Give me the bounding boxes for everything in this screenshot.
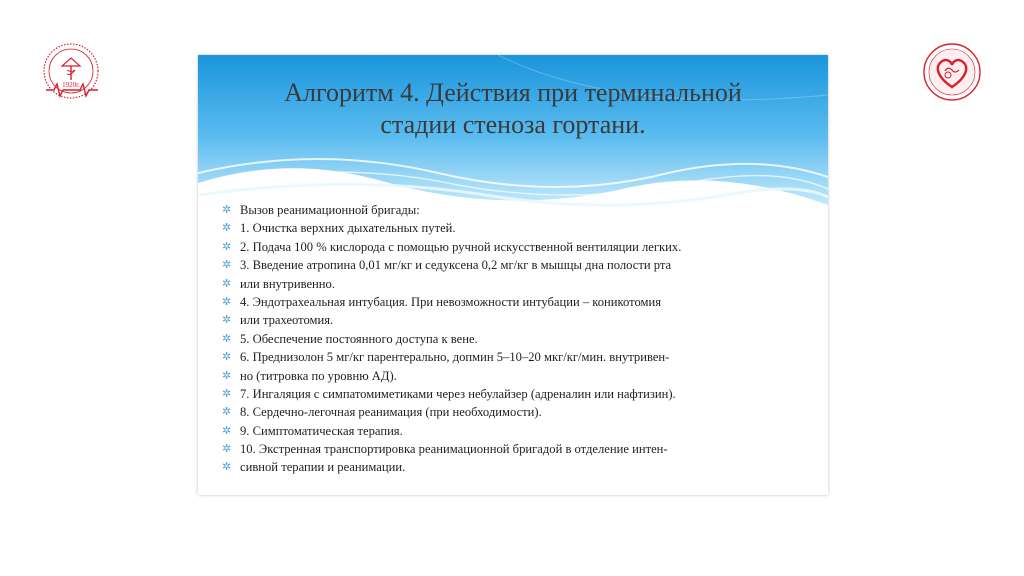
list-item-text: но (титровка по уровню АД). [240,368,397,383]
list-item-text: 9. Симптоматическая терапия. [240,423,403,438]
bullet-icon: ✲ [222,259,232,272]
slide-title-line-1: Алгоритм 4. Действия при терминальной [284,78,742,107]
list-item [220,201,816,219]
bullet-icon: ✲ [222,332,232,345]
slide-header-wave [198,55,828,215]
list-item-text: 4. Эндотрахеальная интубация. При невозможности интубации – коникотомия [240,294,662,309]
list-item-text: 8. Сердечно-легочная реанимация (при необходимости). [240,405,542,420]
list-item-text: 5. Обеспечение постоянного доступа к вене. [240,331,478,346]
logo-year-text: 1920г. [62,81,80,89]
bullet-icon: ✲ [222,351,232,364]
list-item-text: Вызов реанимационной бригады: [240,203,420,217]
list-item [220,238,816,256]
list-item-text: 3. Введение атропина 0,01 мг/кг и седуксена 0,2 мг/кг в мышцы дна полости рта [240,258,672,273]
bullet-icon: ✲ [222,443,232,456]
list-item [220,311,816,329]
algorithm-steps-list [220,201,816,477]
list-item-text: сивной терапии и реанимации. [240,460,406,475]
list-item [220,293,816,311]
list-item-text: 6. Преднизолон 5 мг/кг парентерально, допмин 5–10–20 мкг/кг/мин. внутривен- [240,350,670,365]
bullet-icon: ✲ [222,295,232,308]
list-item-text: 10. Экстренная транспортировка реанимационной бригадой в отделение интен- [240,442,668,457]
bullet-icon: ✲ [222,406,232,419]
list-item-text: 1. Очистка верхних дыхательных путей. [240,221,456,236]
list-item [220,367,816,385]
list-item [220,403,816,421]
list-item [220,256,816,274]
university-logo [40,40,102,102]
list-item [220,219,816,237]
list-item [220,440,816,458]
list-item [220,422,816,440]
bullet-icon: ✲ [222,369,232,382]
list-item [220,330,816,348]
list-item-text: или внутривенно. [240,276,335,291]
bullet-icon: ✲ [222,314,232,327]
bullet-icon: ✲ [222,424,232,437]
slide [198,55,828,495]
slide-title [218,77,808,141]
list-item-text: 2. Подача 100 % кислорода с помощью ручной искусственной вентиляции легких. [240,239,682,254]
bullet-icon: ✲ [222,204,232,216]
list-item [220,458,816,476]
list-item [220,348,816,366]
bullet-icon: ✲ [222,240,232,253]
heart-logo [921,41,983,103]
bullet-icon: ✲ [222,387,232,400]
slide-title-line-2: стадии стеноза гортани. [380,110,646,139]
list-item [220,275,816,293]
list-item-text: или трахеотомия. [240,313,334,328]
list-item-text: 7. Ингаляция с симпатомиметиками через небулайзер (адреналин или нафтизин). [240,386,676,401]
list-item [220,385,816,403]
bullet-icon: ✲ [222,277,232,290]
bullet-icon: ✲ [222,461,232,474]
bullet-icon: ✲ [222,222,232,235]
